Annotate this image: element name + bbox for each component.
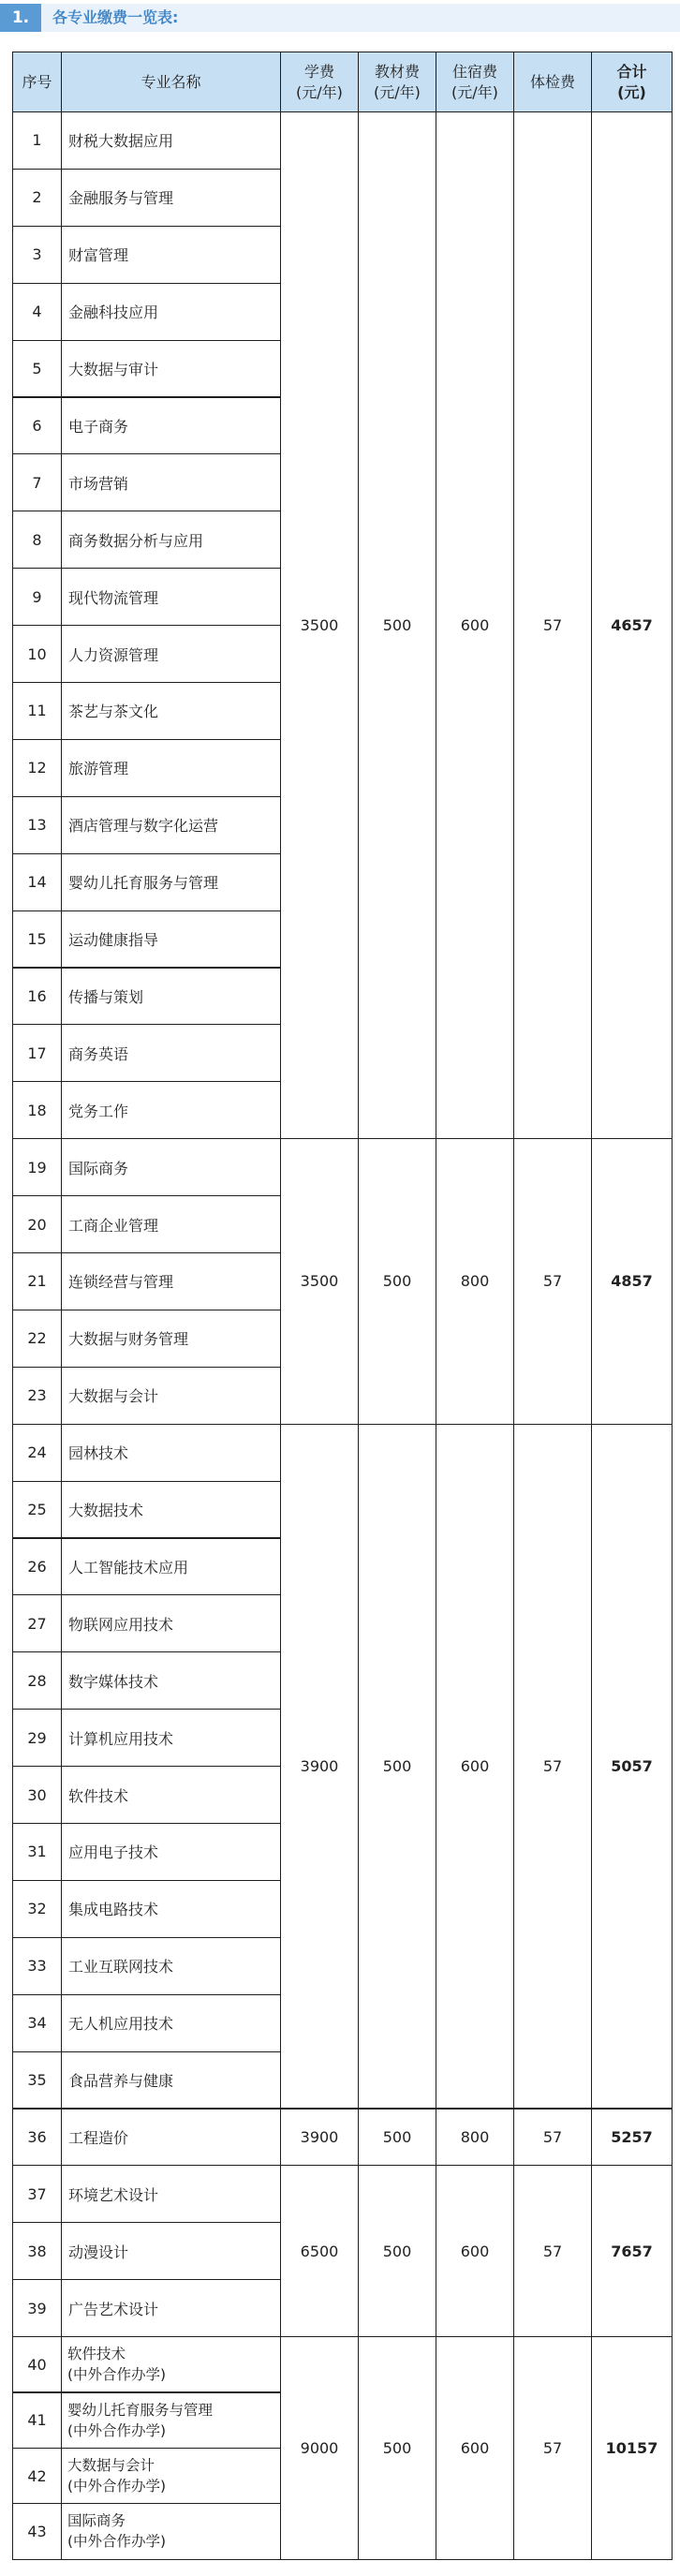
fee-textbook: 500 <box>358 2336 436 2560</box>
major-name-line: 大数据技术 <box>68 1502 144 1520</box>
major-name <box>61 2051 281 2110</box>
major-name-line: 金融服务与管理 <box>68 189 174 208</box>
major-name <box>61 1195 281 1253</box>
major-name-line: 软件技术 <box>68 1786 129 1805</box>
row-number: 4 <box>12 283 62 341</box>
fee-medical: 57 <box>513 111 592 1139</box>
header-dorm <box>436 52 514 112</box>
header-medical: 体检费 <box>513 52 592 112</box>
row-number: 41 <box>12 2392 62 2449</box>
fee-total: 10157 <box>591 2336 673 2560</box>
row-number: 22 <box>12 1310 62 1368</box>
major-name <box>61 2503 281 2559</box>
major-name <box>61 568 281 626</box>
fee-total: 4857 <box>591 1138 673 1425</box>
major-name-line: 国际商务 <box>68 1159 129 1177</box>
major-name-line: 应用电子技术 <box>68 1843 159 1862</box>
major-name-line: 人工智能技术应用 <box>68 1558 189 1577</box>
fee-dorm: 800 <box>436 1138 514 1425</box>
header-tuition-line: (元/年) <box>296 82 343 101</box>
row-number: 38 <box>12 2222 62 2280</box>
major-name <box>61 2336 281 2392</box>
row-number: 23 <box>12 1367 62 1425</box>
major-name-line: 无人机应用技术 <box>68 2015 174 2034</box>
fee-dorm: 600 <box>436 111 514 1139</box>
major-name <box>61 1481 281 1539</box>
major-name-line: 商务数据分析与应用 <box>68 531 204 550</box>
major-name-line: 市场营销 <box>68 474 129 493</box>
major-name <box>61 1709 281 1767</box>
major-name-line: 婴幼儿托育服务与管理 <box>67 2401 214 2419</box>
fee-dorm: 600 <box>436 2336 514 2560</box>
row-number: 27 <box>12 1594 62 1652</box>
header-tuition <box>280 52 359 112</box>
fee-medical: 57 <box>513 2109 592 2167</box>
row-number: 39 <box>12 2279 62 2337</box>
fee-total: 4657 <box>591 111 673 1139</box>
row-number: 17 <box>12 1024 62 1082</box>
fee-tuition: 9000 <box>280 2336 359 2560</box>
major-name <box>61 796 281 854</box>
row-number: 5 <box>12 340 62 398</box>
major-name-line: 电子商务 <box>68 417 129 436</box>
major-name-line: 大数据与审计 <box>68 361 159 379</box>
fee-dorm: 600 <box>436 2165 514 2337</box>
header-textbook-line: (元/年) <box>374 82 421 101</box>
major-name <box>61 853 281 911</box>
major-name <box>61 1138 281 1196</box>
major-name-line: 旅游管理 <box>68 760 129 778</box>
major-name-line: 广告艺术设计 <box>68 2300 159 2318</box>
major-name-line: 工商企业管理 <box>68 1216 159 1235</box>
major-name-line: 集成电路技术 <box>68 1901 159 1919</box>
fee-textbook: 500 <box>358 2109 436 2167</box>
row-number: 1 <box>12 111 62 170</box>
major-name <box>61 1880 281 1938</box>
major-name <box>61 511 281 569</box>
major-name-line: (中外合作办学) <box>67 2366 167 2384</box>
row-number: 15 <box>12 910 62 969</box>
major-name-line: 人力资源管理 <box>68 645 159 664</box>
row-number: 33 <box>12 1937 62 1995</box>
major-name-line: (中外合作办学) <box>67 2478 167 2495</box>
major-name-line: 工业互联网技术 <box>68 1958 174 1976</box>
header-textbook-line: 教材费 <box>374 62 420 81</box>
row-number: 26 <box>12 1538 62 1596</box>
row-number: 31 <box>12 1823 62 1881</box>
major-name-line: 大数据与会计 <box>67 2457 155 2475</box>
header-tuition-line: 学费 <box>303 62 334 81</box>
header-dorm-line: (元/年) <box>451 82 498 101</box>
major-name-line: 食品营养与健康 <box>68 2072 174 2091</box>
major-name-line: 茶艺与茶文化 <box>68 703 159 721</box>
row-number: 18 <box>12 1081 62 1139</box>
major-name <box>61 111 281 170</box>
major-name <box>61 340 281 398</box>
major-name <box>61 1937 281 1995</box>
row-number: 25 <box>12 1481 62 1539</box>
row-number: 40 <box>12 2336 62 2392</box>
fee-dorm: 600 <box>436 1424 514 2110</box>
row-number: 32 <box>12 1880 62 1938</box>
major-name <box>61 1651 281 1710</box>
row-number: 21 <box>12 1252 62 1310</box>
major-name-line: 数字媒体技术 <box>68 1672 159 1691</box>
fee-tuition: 3900 <box>280 1424 359 2110</box>
row-number: 43 <box>12 2503 62 2559</box>
major-name-line: 党务工作 <box>68 1102 129 1120</box>
row-number: 34 <box>12 1994 62 2052</box>
major-name <box>61 2448 281 2504</box>
section-number: 1. <box>0 4 41 32</box>
major-name <box>61 1594 281 1652</box>
major-name <box>61 1766 281 1824</box>
major-name-line: 婴幼儿托育服务与管理 <box>68 874 219 893</box>
major-name <box>61 1538 281 1596</box>
major-name-line: 财富管理 <box>68 246 129 265</box>
row-number: 35 <box>12 2051 62 2110</box>
major-name <box>61 968 281 1026</box>
major-name <box>61 2222 281 2280</box>
major-name <box>61 453 281 511</box>
row-number: 28 <box>12 1651 62 1710</box>
fee-total: 7657 <box>591 2165 673 2337</box>
major-name <box>61 1081 281 1139</box>
major-name-line: 运动健康指导 <box>68 931 159 950</box>
major-name <box>61 625 281 683</box>
major-name <box>61 1823 281 1881</box>
major-name <box>61 739 281 797</box>
major-name <box>61 283 281 341</box>
row-number: 10 <box>12 625 62 683</box>
major-name-line: 金融科技应用 <box>68 303 159 322</box>
header-dorm-line: 住宿费 <box>451 62 497 81</box>
major-name <box>61 1310 281 1368</box>
fee-medical: 57 <box>513 2336 592 2560</box>
header-major: 专业名称 <box>61 52 281 112</box>
row-number: 29 <box>12 1709 62 1767</box>
major-name <box>61 1367 281 1425</box>
header-textbook <box>358 52 436 112</box>
fee-medical: 57 <box>513 1138 592 1425</box>
row-number: 13 <box>12 796 62 854</box>
major-name-line: 财税大数据应用 <box>68 132 174 151</box>
row-number: 2 <box>12 169 62 227</box>
major-name <box>61 682 281 740</box>
major-name-line: 酒店管理与数字化运营 <box>68 817 219 836</box>
major-name-line: 现代物流管理 <box>68 588 159 607</box>
section-title: 各专业缴费一览表: <box>52 8 179 26</box>
row-number: 20 <box>12 1195 62 1253</box>
major-name-line: (中外合作办学) <box>67 2421 167 2439</box>
row-number: 16 <box>12 968 62 1026</box>
major-name <box>61 2109 281 2167</box>
row-number: 24 <box>12 1424 62 1482</box>
row-number: 37 <box>12 2165 62 2223</box>
fee-tuition: 3500 <box>280 111 359 1139</box>
major-name-line: 传播与策划 <box>68 987 144 1006</box>
fee-tuition: 3500 <box>280 1138 359 1425</box>
fee-total: 5257 <box>591 2109 673 2167</box>
major-name-line: 大数据与会计 <box>68 1387 159 1406</box>
major-name-line: 环境艺术设计 <box>68 2185 159 2204</box>
row-number: 9 <box>12 568 62 626</box>
row-number: 12 <box>12 739 62 797</box>
major-name <box>61 1024 281 1082</box>
major-name-line: 大数据与财务管理 <box>68 1330 189 1349</box>
major-name <box>61 226 281 284</box>
fee-table <box>12 52 672 2570</box>
major-name <box>61 1994 281 2052</box>
header-total <box>591 52 673 112</box>
major-name <box>61 397 281 455</box>
major-name-line: 国际商务 <box>67 2512 126 2530</box>
major-name-line: 商务英语 <box>68 1044 129 1063</box>
header-seq: 序号 <box>12 52 62 112</box>
row-number: 36 <box>12 2109 62 2167</box>
section-heading <box>0 0 680 37</box>
major-name-line: 动漫设计 <box>68 2243 129 2261</box>
row-number: 7 <box>12 453 62 511</box>
fee-textbook: 500 <box>358 1424 436 2110</box>
fee-medical: 57 <box>513 1424 592 2110</box>
major-name <box>61 1252 281 1310</box>
major-name-line: 软件技术 <box>67 2346 126 2363</box>
row-number: 6 <box>12 397 62 455</box>
header-total-line: 合计 <box>616 62 647 81</box>
major-name <box>61 1424 281 1482</box>
fee-dorm: 800 <box>436 2109 514 2167</box>
fee-tuition: 3900 <box>280 2109 359 2167</box>
major-name-line: 园林技术 <box>68 1444 129 1463</box>
fee-total: 5057 <box>591 1424 673 2110</box>
row-number: 3 <box>12 226 62 284</box>
major-name <box>61 169 281 227</box>
row-number: 14 <box>12 853 62 911</box>
row-number: 8 <box>12 511 62 569</box>
fee-textbook: 500 <box>358 2165 436 2337</box>
row-number: 11 <box>12 682 62 740</box>
fee-medical: 57 <box>513 2165 592 2337</box>
row-number: 42 <box>12 2448 62 2504</box>
major-name-line: 工程造价 <box>68 2128 129 2147</box>
major-name <box>61 2165 281 2223</box>
major-name <box>61 2279 281 2337</box>
major-name-line: 物联网应用技术 <box>68 1615 174 1634</box>
fee-textbook: 500 <box>358 1138 436 1425</box>
major-name-line: (中外合作办学) <box>67 2533 167 2551</box>
row-number: 19 <box>12 1138 62 1196</box>
major-name-line: 连锁经营与管理 <box>68 1273 174 1292</box>
major-name-line: 计算机应用技术 <box>68 1729 174 1748</box>
fee-textbook: 500 <box>358 111 436 1139</box>
row-number: 30 <box>12 1766 62 1824</box>
header-total-line: (元) <box>617 82 646 101</box>
major-name <box>61 2392 281 2449</box>
major-name <box>61 910 281 969</box>
fee-tuition: 6500 <box>280 2165 359 2337</box>
